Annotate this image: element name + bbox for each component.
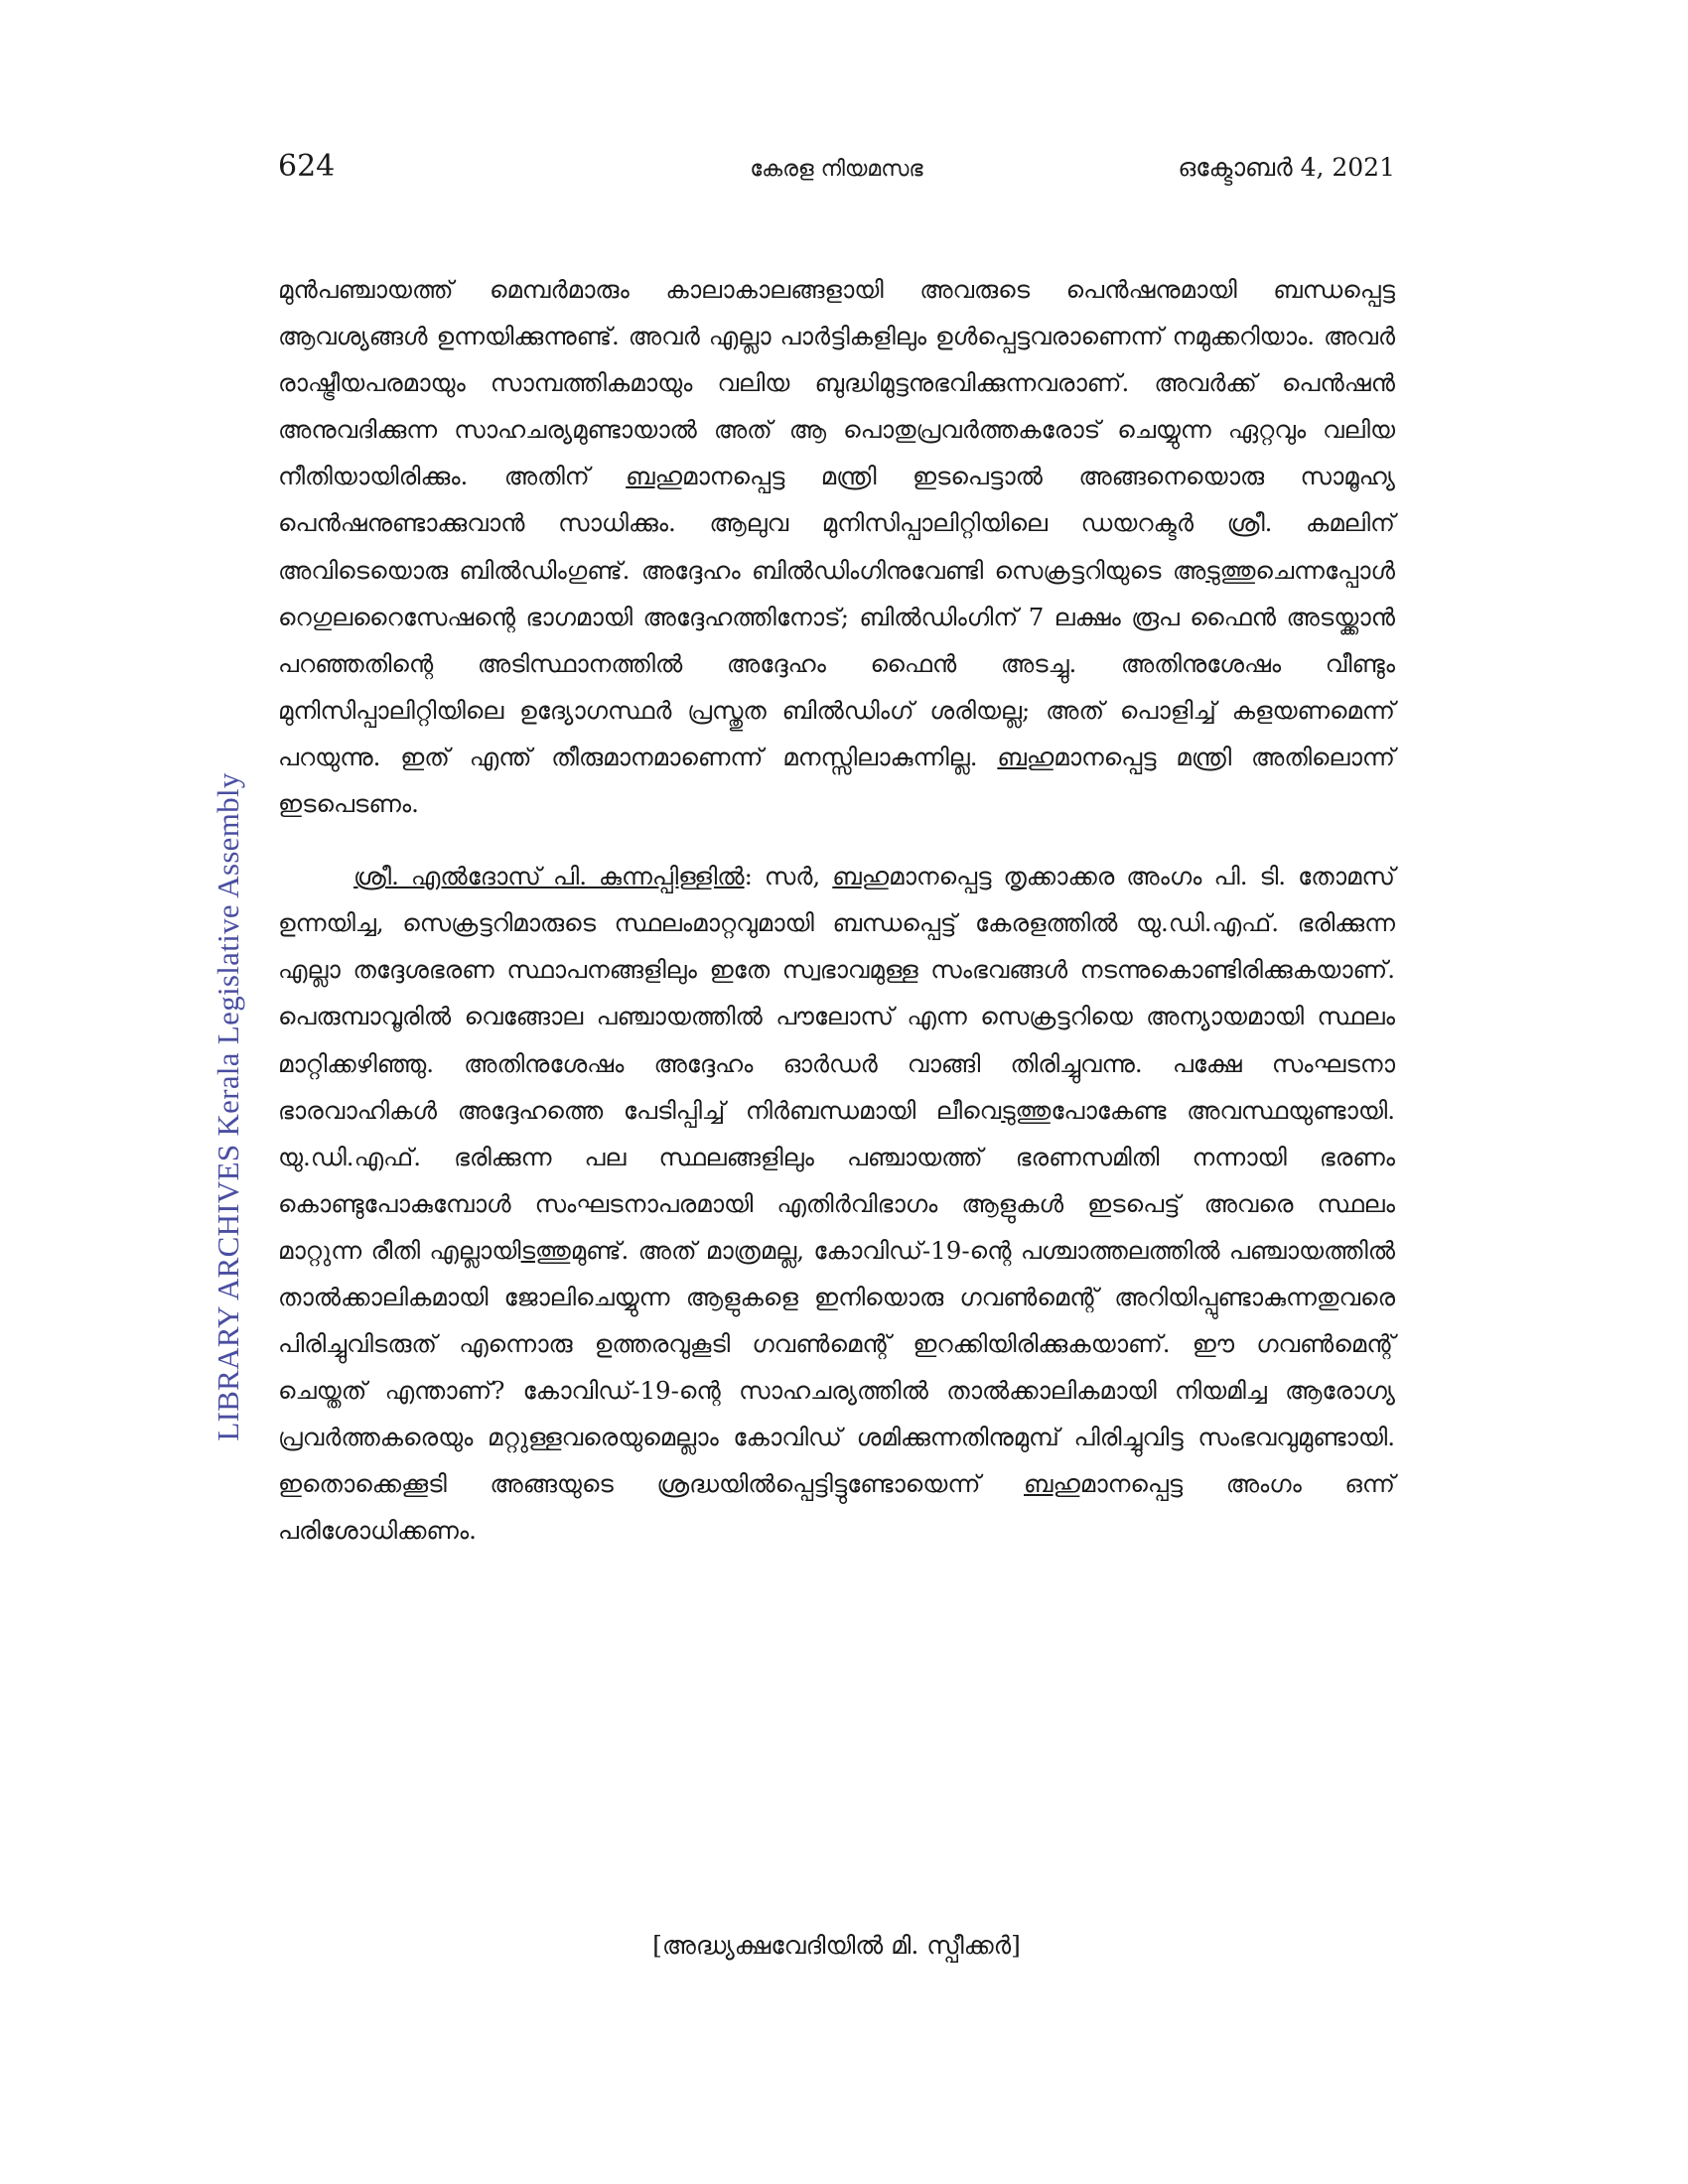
- paragraph-2-text: മാനപ്പെട്ട അംഗം ഒന്ന് പരിശോധിക്കണം.: [278, 1469, 1395, 1546]
- speaker-name: ശ്രീ. എൽദോസ് പി. കുന്നപ്പിള്ളിൽ: [353, 862, 745, 891]
- paragraph-1-text: ചെന്നപ്പോൾ റെഗുലറൈസേഷന്റെ ഭാഗമായി അദ്ദേഹത്തിനോട്; ബിൽഡിംഗിന് 7 ലക്ഷം രൂപ ഫൈൻ അടയ്ക്കാൻ പറഞ്ഞതിന്റെ അടിസ്ഥാനത്തിൽ അദ്ദേഹം ഫൈൻ അടച്ചു. അതിനുശേഷം വീണ്ടും മുനിസിപ്പാലിറ്റിയിലെ ഉദ്യോഗസ്ഥർ പ്രസ്തുത ബിൽഡിംഗ് ശരിയല്ല; അത് പൊളിച്ച് കളയണമെന്ന് പറയുന്നു. ഇത് എന്ത് തീരുമാനമാണെന്ന് മനസ്സിലാകുന്നില്ല.: [278, 555, 1395, 771]
- paragraph-1-text: മാനപ്പെട്ട മന്ത്രി അതിലൊന്ന് ഇടപെടണം.: [278, 742, 1395, 819]
- paragraph-2-text: പോകേണ്ട അവസ്ഥയുണ്ടായി. യു.ഡി.എഫ്. ഭരിക്കുന്ന പല സ്ഥലങ്ങളിലും പഞ്ചായത്ത് ഭരണസമിതി നന്നായി ഭരണം കൊണ്ടുപോകുമ്പോൾ സംഘടനാപരമായി എതിർവിഭാഗം ആളുകൾ ഇടപെട്ട് അവരെ സ്ഥലം മാറ്റുന്ന രീതി എല്ലായി: [278, 1095, 1395, 1265]
- paragraph-2-text: : സർ,: [744, 862, 833, 891]
- underlined-text: ബഹു: [832, 862, 890, 891]
- paragraph-2-text: മാനപ്പെട്ട തൃക്കാക്കര അംഗം പി. ടി. തോമസ് ഉന്നയിച്ച, സെക്രട്ടറിമാരുടെ സ്ഥലംമാറ്റവുമായി ബന്ധപ്പെട്ട് കേരളത്തിൽ യു.ഡി.എഫ്. ഭരിക്കുന്ന എല്ലാ തദ്ദേശഭരണ സ്ഥാപനങ്ങളിലും ഇതേ സ്വഭാവമുള്ള സംഭവങ്ങൾ നടന്നുകൊണ്ടിരിക്കുകയാണ്. പെരുമ്പാവൂരിൽ വെങ്ങോല പഞ്ചായത്തിൽ പൗലോസ് എന്ന സെക്രട്ടറിയെ അന്യായമായി സ്ഥലം മാറ്റിക്കഴിഞ്ഞു. അതിനുശേഷം അദ്ദേഹം ഓർഡർ വാങ്ങി തിരിച്ചുവന്നു. പക്ഷേ സംഘടനാ ഭാരവാഹികൾ അദ്ദേഹത്തെ പേടിപ്പിച്ച് നിർബന്ധമായി ലീവെ: [278, 862, 1395, 1125]
- underlined-text: ടത്തു: [520, 1235, 571, 1265]
- underlined-text: ടുത്തു: [1001, 1095, 1052, 1125]
- page-number: 624: [278, 149, 336, 184]
- running-title: കേരള നിയമസഭ: [750, 157, 923, 182]
- paragraph-1-text: മാനപ്പെട്ട മന്ത്രി ഇടപെട്ടാൽ അങ്ങനെയൊരു സാമൂഹ്യ പെൻഷനുണ്ടാക്കുവാൻ സാധിക്കും. ആലുവ മുനിസിപ്പാലിറ്റിയിലെ ഡയറക്ടർ ശ്രീ. കമലിന് അവിടെയൊരു ബിൽഡിംഗുണ്ട്. അദ്ദേഹം ബിൽഡിംഗിനുവേണ്ടി സെക്രട്ടറിയുടെ അ: [278, 462, 1396, 585]
- page-header: [278, 149, 1395, 199]
- body-text: [278, 266, 1395, 1555]
- chair-note: [അദ്ധ്യക്ഷവേദിയിൽ മി. സ്പീക്കർ]: [652, 1931, 1021, 1960]
- paragraph-1-text: മുൻപഞ്ചായത്ത് മെമ്പർമാരും കാലാകാലങ്ങളായി അവരുടെ പെൻഷനുമായി ബന്ധപ്പെട്ട ആവശ്യങ്ങൾ ഉന്നയിക്കുന്നുണ്ട്. അവർ എല്ലാ പാർട്ടികളിലും ഉൾപ്പെട്ടവരാണെന്ന് നമുക്കറിയാം. അവർ രാഷ്ട്രീയപരമായും സാമ്പത്തികമായും വലിയ ബുദ്ധിമുട്ടനുഭവിക്കുന്നവരാണ്. അവർക്ക് പെൻഷൻ അനുവദിക്കുന്ന സാഹചര്യമുണ്ടായാൽ അത് ആ പൊതുപ്രവർത്തകരോട് ചെയ്യുന്ന ഏറ്റവും വലിയ നീതിയായിരിക്കും. അതിന്: [278, 275, 1395, 491]
- underlined-text: ബഹു: [1024, 1469, 1080, 1499]
- paragraph-1: [278, 266, 1395, 827]
- underlined-text: ബഹു: [626, 462, 683, 491]
- library-archives-watermark: LIBRARY ARCHIVES Kerala Legislative Assembly: [211, 772, 245, 1441]
- header-date: ഒക്ടോബർ 4, 2021: [1178, 153, 1395, 182]
- paragraph-2-text: മുണ്ട്. അത് മാത്രമല്ല, കോവിഡ്-19-ന്റെ പശ്ചാത്തലത്തിൽ പഞ്ചായത്തിൽ താൽക്കാലികമായി ജോലിചെയ്യുന്ന ആളുകളെ ഇനിയൊരു ഗവൺമെന്റ് അറിയിപ്പുണ്ടാകുന്നതുവരെ പിരിച്ചുവിടരുത് എന്നൊരു ഉത്തരവുകൂടി ഗവൺമെന്റ് ഇറക്കിയിരിക്കുകയാണ്. ഈ ഗവൺമെന്റ് ചെയ്തത് എന്താണ്? കോവിഡ്-19-ന്റെ സാഹചര്യത്തിൽ താൽക്കാലികമായി നിയമിച്ച ആരോഗ്യ പ്രവർത്തകരെയും മറ്റുള്ളവരെയുമെല്ലാം കോവിഡ് ശമിക്കുന്നതിനുമുമ്പ് പിരിച്ചുവിട്ട സംഭവവുമുണ്ടായി. ഇതൊക്കെക്കൂടി അങ്ങയുടെ ശ്രദ്ധയിൽപ്പെട്ടിട്ടുണ്ടോയെന്ന്: [278, 1235, 1395, 1499]
- underlined-text: ടുത്തു: [1205, 555, 1256, 585]
- paragraph-2: [278, 853, 1395, 1554]
- underlined-text: ബഹു: [997, 742, 1055, 771]
